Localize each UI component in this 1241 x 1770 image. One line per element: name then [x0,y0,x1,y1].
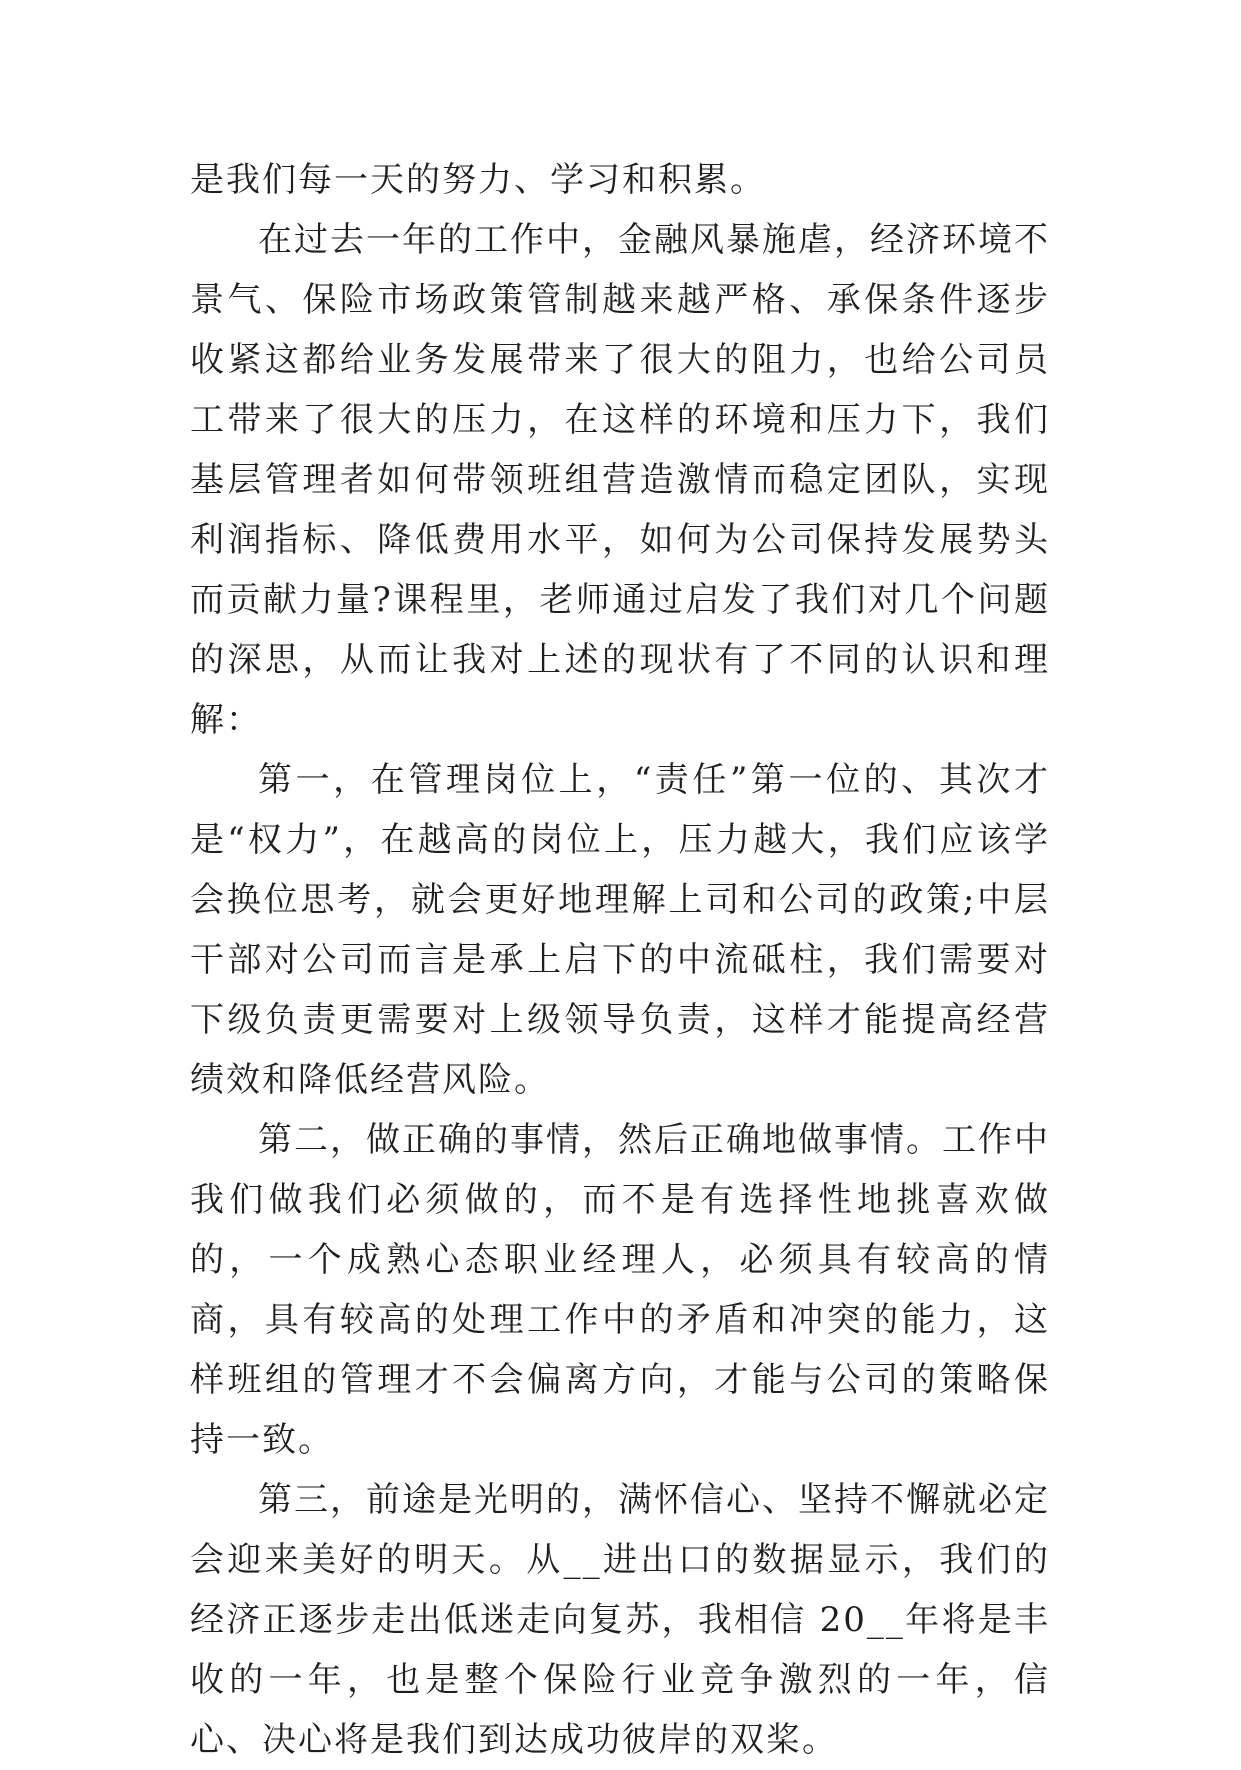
paragraph-point-two: 第二，做正确的事情，然后正确地做事情。工作中我们做我们必须做的，而不是有选择性地挑喜欢做的，一个成熟心态职业经理人，必须具有较高的情商，具有较高的处理工作中的矛盾和冲突的能力，这样班组的管理才不会偏离方向，才能与公司的策略保持一致。 [190,1120,1050,1460]
paragraph-continuation: 是我们每一天的努力、学习和积累。 [190,160,766,200]
paragraph-point-three: 第三，前途是光明的，满怀信心、坚持不懈就必定会迎来美好的明天。从__进出口的数据显示，我们的经济正逐步走出低迷走向复苏，我相信 20__年将是丰收的一年，也是整个保险行业竞争激烈的一年，信心、决心将是我们到达成功彼岸的双桨。 [190,1480,1050,1760]
paragraph-past-year: 在过去一年的工作中，金融风暴施虐，经济环境不景气、保险市场政策管制越来越严格、承保条件逐步收紧这都给业务发展带来了很大的阻力，也给公司员工带来了很大的压力，在这样的环境和压力下，我们基层管理者如何带领班组营造激情而稳定团队，实现利润指标、降低费用水平，如何为公司保持发展势头而贡献力量?课程里，老师通过启发了我们对几个问题的深思，从而让我对上述的现状有了不同的认识和理解： [190,220,1050,740]
paragraph-point-one: 第一，在管理岗位上，“责任”第一位的、其次才是“权力”，在越高的岗位上，压力越大，我们应该学会换位思考，就会更好地理解上司和公司的政策;中层干部对公司而言是承上启下的中流砥柱，我们需要对下级负责更需要对上级领导负责，这样才能提高经营绩效和降低经营风险。 [190,760,1050,1100]
document-body [190,150,1050,1770]
